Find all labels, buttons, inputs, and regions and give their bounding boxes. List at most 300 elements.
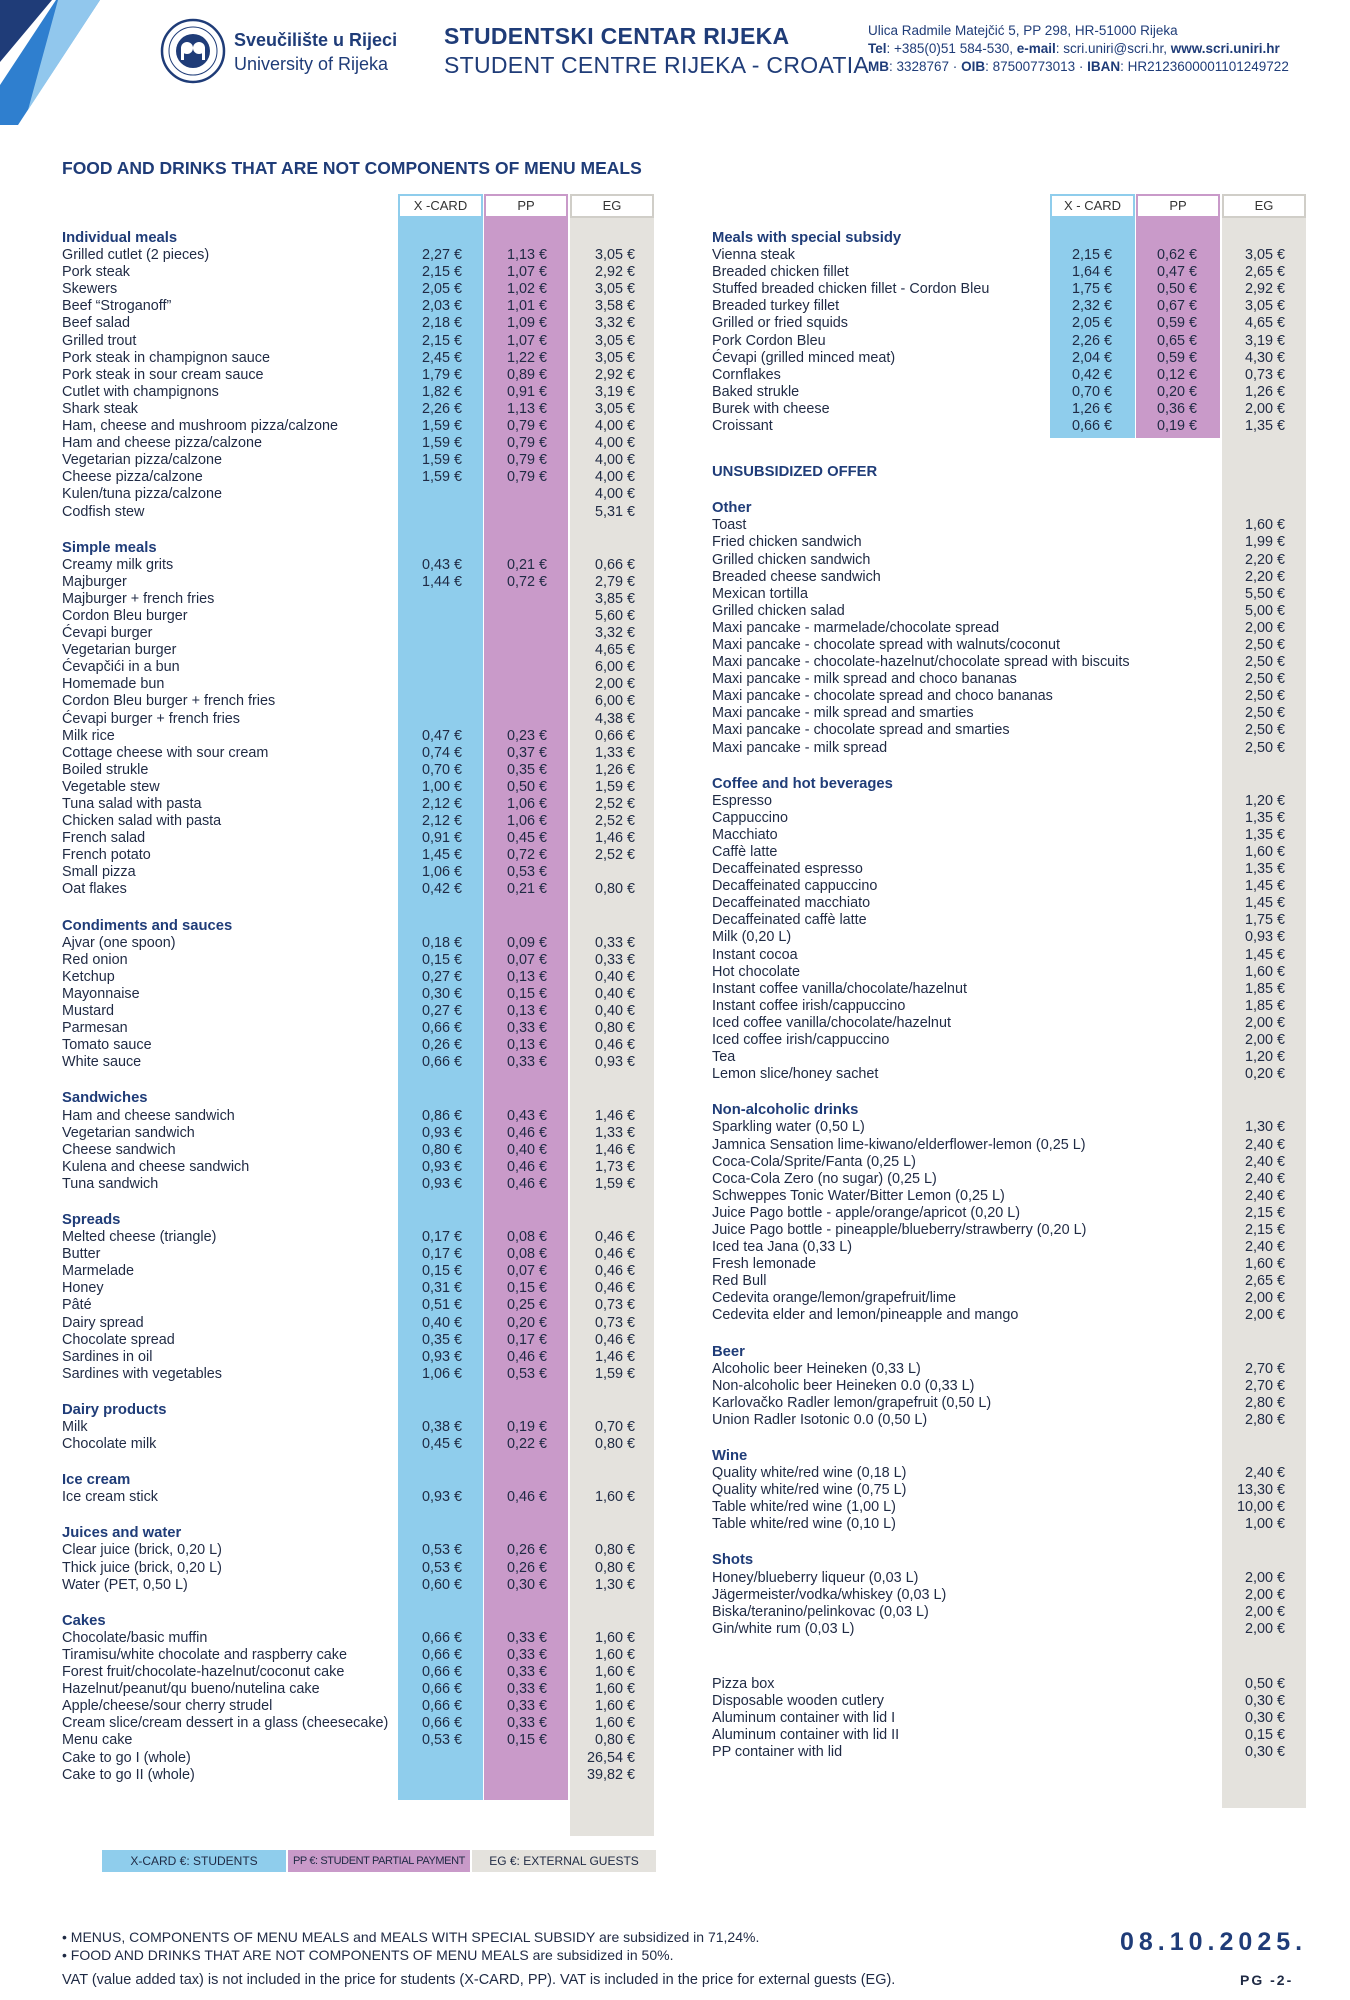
xcard-price: 2,45 € [421, 349, 462, 366]
eg-price: 0,70 € [594, 1419, 635, 1435]
university-name-en: University of Rijeka [234, 54, 389, 74]
pp-price: 0,59 € [1156, 349, 1197, 366]
item-name: Iced coffee vanilla/chocolate/hazelnut [712, 1014, 951, 1031]
price-row [712, 1693, 1302, 1710]
eg-price: 0,46 € [594, 1037, 635, 1054]
xcard-price: 1,75 € [1071, 281, 1112, 298]
xcard-price: 0,17 € [421, 1229, 462, 1246]
pp-price: 1,07 € [506, 332, 547, 349]
price-row [712, 1222, 1302, 1239]
eg-price: 3,05 € [594, 281, 635, 298]
eg-price: 4,00 € [594, 469, 635, 486]
price-row [712, 844, 1302, 861]
oib: : 87500773013 · [985, 59, 1088, 74]
item-name: Iced coffee irish/cappuccino [712, 1032, 890, 1049]
price-row [712, 1273, 1302, 1290]
pp-price: 0,46 € [506, 1348, 547, 1365]
price-row [62, 1732, 652, 1749]
section-gap [712, 481, 1302, 500]
legend-eg: EG €: EXTERNAL GUESTS [472, 1850, 656, 1872]
xcard-price: 0,26 € [421, 1037, 462, 1054]
eg-price: 2,92 € [594, 264, 635, 281]
eg-price: 1,45 € [1244, 895, 1285, 912]
section-gap [712, 1083, 1302, 1102]
item-name: Hot chocolate [712, 963, 800, 980]
item-name: Milk (0,20 L) [712, 929, 792, 946]
pp-price: 0,30 € [506, 1576, 547, 1593]
xcard-price: 0,66 € [421, 1681, 462, 1698]
pp-price: 0,33 € [506, 1054, 547, 1071]
item-name: Pork steak [62, 264, 130, 281]
section-gap [712, 1638, 1302, 1657]
xcard-price: 2,04 € [1071, 349, 1112, 366]
item-name: Cordon Bleu burger + french fries [62, 693, 276, 710]
eg-price: 1,59 € [594, 778, 635, 795]
price-row [62, 1681, 652, 1698]
subsidy-notes [62, 1928, 759, 1964]
item-name: Vegetable stew [62, 778, 160, 795]
price-row [712, 878, 1302, 895]
item-name: Kulen/tuna pizza/calzone [62, 486, 223, 503]
price-row [62, 1315, 652, 1332]
left-eg-header: EG [570, 194, 654, 218]
pp-price: 1,02 € [506, 281, 547, 298]
price-row [712, 281, 1302, 298]
item-name: Vegetarian burger [62, 642, 177, 659]
price-row [62, 745, 652, 762]
price-row [62, 264, 652, 281]
centre-title-hr: STUDENTSKI CENTAR RIJEKA [444, 23, 790, 49]
pp-price: 0,20 € [1156, 383, 1197, 400]
item-name: Gin/white rum (0,03 L) [712, 1620, 855, 1637]
xcard-price: 2,05 € [421, 281, 462, 298]
price-row [712, 1119, 1302, 1136]
price-row [712, 981, 1302, 998]
item-name: Lemon slice/honey sachet [712, 1066, 879, 1083]
eg-price: 1,35 € [1244, 861, 1285, 878]
xcard-price: 0,66 € [421, 1715, 462, 1732]
item-name: Toast [712, 517, 747, 534]
item-name: White sauce [62, 1054, 142, 1071]
eg-price: 0,66 € [594, 556, 635, 573]
item-name: Fried chicken sandwich [712, 534, 862, 551]
price-row [712, 1676, 1302, 1693]
eg-price: 1,60 € [594, 1629, 635, 1646]
item-name: Macchiato [712, 826, 778, 843]
eg-price: 0,30 € [1244, 1710, 1285, 1727]
xcard-price: 0,42 € [1071, 366, 1112, 383]
pp-price: 0,12 € [1156, 366, 1197, 383]
price-row [62, 504, 652, 521]
category-title: Other [712, 500, 752, 517]
email-label: e-mail [1016, 41, 1056, 56]
price-row [712, 1256, 1302, 1273]
category-title: Dairy products [62, 1401, 167, 1418]
price-row [62, 1698, 652, 1715]
section-gap [712, 435, 1302, 454]
pp-price: 0,65 € [1156, 332, 1197, 349]
eg-price: 1,85 € [1244, 980, 1285, 997]
eg-price: 4,00 € [594, 452, 635, 469]
website[interactable]: www.scri.uniri.hr [1170, 41, 1280, 56]
item-name: Cappuccino [712, 809, 789, 826]
price-row [712, 1710, 1302, 1727]
pp-price: 0,79 € [506, 469, 547, 486]
document-date: 08.10.2025. [1120, 1928, 1308, 1956]
pp-price: 1,09 € [506, 315, 547, 332]
price-row [712, 1049, 1302, 1066]
xcard-price: 1,82 € [421, 383, 462, 400]
price-row [712, 315, 1302, 332]
xcard-price: 0,35 € [421, 1331, 462, 1348]
eg-price: 2,40 € [1244, 1170, 1285, 1187]
price-row [62, 935, 652, 952]
pp-price: 0,91 € [506, 383, 547, 400]
pp-price: 0,37 € [506, 744, 547, 761]
eg-price: 2,52 € [594, 813, 635, 830]
xcard-price: 0,53 € [421, 1542, 462, 1559]
price-row [62, 779, 652, 796]
price-row [62, 847, 652, 864]
price-row [62, 1750, 652, 1767]
eg-price: 1,30 € [1244, 1119, 1285, 1136]
registry-line [868, 58, 1289, 76]
eg-price: 2,50 € [1244, 654, 1285, 671]
eg-price: 2,40 € [1244, 1239, 1285, 1256]
price-row [62, 608, 652, 625]
price-row [712, 637, 1302, 654]
item-name: Menu cake [62, 1732, 133, 1749]
price-row [712, 298, 1302, 315]
pp-price: 0,19 € [506, 1419, 547, 1435]
xcard-price: 0,93 € [421, 1175, 462, 1192]
price-row [712, 1516, 1302, 1533]
price-row [712, 384, 1302, 401]
price-row [62, 659, 652, 676]
price-row [62, 952, 652, 969]
price-row [712, 912, 1302, 929]
price-row [712, 929, 1302, 946]
item-name: PP container with lid [712, 1744, 843, 1761]
eg-price: 2,00 € [594, 676, 635, 693]
price-row [712, 1137, 1302, 1154]
price-row [62, 1003, 652, 1020]
centre-title-en: STUDENT CENTRE RIJEKA - CROATIA [444, 52, 870, 78]
price-row [712, 895, 1302, 912]
xcard-price: 1,45 € [421, 847, 462, 864]
xcard-price: 0,86 € [421, 1107, 462, 1124]
xcard-price: 1,59 € [421, 435, 462, 452]
pp-price: 0,15 € [506, 1280, 547, 1297]
item-name: Mustard [62, 1003, 114, 1020]
price-row [712, 827, 1302, 844]
xcard-price: 2,26 € [421, 400, 462, 417]
section-gap [62, 1071, 652, 1090]
eg-price: 3,05 € [594, 247, 635, 264]
pp-price: 0,46 € [506, 1158, 547, 1175]
xcard-price: 2,03 € [421, 298, 462, 315]
price-row [62, 315, 652, 332]
eg-price: 2,52 € [594, 847, 635, 864]
price-row [712, 603, 1302, 620]
eg-price: 4,30 € [1244, 349, 1285, 366]
eg-price: 0,80 € [594, 881, 635, 898]
pp-price: 0,79 € [506, 418, 547, 435]
item-name: Instant cocoa [712, 946, 798, 963]
eg-price: 4,38 € [594, 710, 635, 727]
pp-price: 0,26 € [506, 1559, 547, 1576]
eg-price: 3,05 € [594, 400, 635, 417]
eg-price: 2,00 € [1244, 1620, 1285, 1637]
xcard-price: 2,27 € [421, 247, 462, 264]
pp-price: 0,79 € [506, 435, 547, 452]
right-pp-header: PP [1136, 194, 1220, 218]
price-row [62, 591, 652, 608]
oib-label: OIB [961, 59, 986, 74]
item-name: Table white/red wine (1,00 L) [712, 1499, 896, 1516]
eg-price: 2,00 € [1244, 619, 1285, 636]
category-title: Shots [712, 1552, 754, 1569]
pp-price: 0,45 € [506, 830, 547, 847]
price-row [62, 1419, 652, 1436]
price-row [712, 1290, 1302, 1307]
xcard-price: 2,18 € [421, 315, 462, 332]
price-row [712, 1621, 1302, 1638]
section-gap [712, 757, 1302, 776]
pp-price: 0,62 € [1156, 247, 1197, 264]
pp-price: 0,72 € [506, 847, 547, 864]
item-name: Tiramisu/white chocolate and raspberry cake [62, 1646, 348, 1663]
price-row [712, 1412, 1302, 1429]
price-row [62, 1280, 652, 1297]
item-name: Aluminum container with lid I [712, 1710, 896, 1727]
item-name: Red Bull [712, 1273, 767, 1290]
xcard-price: 0,93 € [421, 1158, 462, 1175]
item-name: Maxi pancake - milk spread and smarties [712, 705, 974, 722]
price-row [712, 998, 1302, 1015]
eg-price: 0,40 € [594, 968, 635, 985]
item-name: Ćevapčići in a bun [62, 659, 180, 676]
eg-price: 2,50 € [1244, 671, 1285, 688]
item-name: Tea [712, 1049, 736, 1066]
eg-price: 1,35 € [1244, 826, 1285, 843]
section-gap [62, 1383, 652, 1402]
contact-info [868, 22, 1289, 76]
price-row [712, 671, 1302, 688]
price-row [62, 1108, 652, 1125]
eg-price: 6,00 € [594, 693, 635, 710]
section-gap [712, 1325, 1302, 1344]
category-title: Condiments and sauces [62, 917, 233, 934]
item-name: Disposable wooden cutlery [712, 1693, 884, 1710]
item-name: Schweppes Tonic Water/Bitter Lemon (0,25 L) [712, 1187, 1005, 1204]
price-row [712, 333, 1302, 350]
pp-price: 0,33 € [506, 1698, 547, 1715]
pp-price: 0,21 € [506, 556, 547, 573]
item-name: Juice Pago bottle - apple/orange/apricot (0,20 L) [712, 1204, 1020, 1221]
eg-price: 2,52 € [594, 796, 635, 812]
price-row [712, 586, 1302, 603]
pp-price: 0,36 € [1156, 400, 1197, 417]
item-name: Majburger [62, 573, 127, 590]
eg-price: 3,19 € [594, 383, 635, 400]
eg-price: 2,50 € [1244, 722, 1285, 739]
price-row [62, 728, 652, 745]
eg-price: 0,80 € [594, 1559, 635, 1576]
eg-price: 1,99 € [1244, 534, 1285, 551]
item-name: Red onion [62, 951, 128, 968]
xcard-price: 0,66 € [421, 1020, 462, 1037]
eg-price: 1,30 € [594, 1576, 635, 1593]
price-row [62, 796, 652, 813]
item-name: Cordon Bleu burger [62, 607, 188, 624]
eg-price: 1,60 € [594, 1715, 635, 1732]
price-row [712, 1499, 1302, 1516]
item-name: Cake to go I (whole) [62, 1749, 191, 1766]
price-row [712, 1744, 1302, 1761]
eg-price: 0,80 € [594, 1020, 635, 1037]
pp-price: 0,43 € [506, 1107, 547, 1124]
price-row [62, 1054, 652, 1071]
item-name: Maxi pancake - milk spread [712, 739, 888, 756]
item-name: Ice cream stick [62, 1489, 158, 1506]
university-name [234, 28, 397, 76]
eg-price: 0,93 € [594, 1054, 635, 1071]
item-name: Ćevapi (grilled minced meat) [712, 349, 896, 366]
eg-price: 2,50 € [1244, 705, 1285, 722]
eg-price: 1,45 € [1244, 946, 1285, 963]
item-name: Maxi pancake - chocolate-hazelnut/chocolate spread with biscuits [712, 654, 1130, 671]
pp-price: 0,67 € [1156, 298, 1197, 315]
pp-price: 0,21 € [506, 881, 547, 898]
item-name: Instant coffee irish/cappuccino [712, 997, 906, 1014]
item-name: Karlovačko Radler lemon/grapefruit (0,50 L) [712, 1394, 992, 1411]
item-name: Coca-Cola Zero (no sugar) (0,25 L) [712, 1170, 937, 1187]
tel-label: Tel [868, 41, 887, 56]
eg-price: 4,65 € [594, 642, 635, 659]
pp-price: 1,06 € [506, 796, 547, 812]
price-row [712, 264, 1302, 281]
item-name: Cake to go II (whole) [62, 1766, 195, 1783]
eg-price: 1,33 € [594, 744, 635, 761]
xcard-price: 1,64 € [1071, 264, 1112, 281]
eg-price: 3,58 € [594, 298, 635, 315]
price-row [62, 969, 652, 986]
item-name: Alcoholic beer Heineken (0,33 L) [712, 1360, 921, 1377]
price-row [62, 557, 652, 574]
item-name: Grilled cutlet (2 pieces) [62, 247, 210, 264]
xcard-price: 0,30 € [421, 985, 462, 1002]
eg-price: 3,05 € [594, 349, 635, 366]
item-name: Parmesan [62, 1020, 128, 1037]
pp-price: 0,89 € [506, 366, 547, 383]
item-name: Quality white/red wine (0,75 L) [712, 1482, 907, 1499]
price-row [712, 810, 1302, 827]
section-gap [62, 1193, 652, 1212]
price-row [62, 1577, 652, 1594]
price-row [712, 1395, 1302, 1412]
item-name: Aluminum container with lid II [712, 1727, 900, 1744]
eg-price: 2,92 € [1244, 281, 1285, 298]
pp-price: 0,46 € [506, 1175, 547, 1192]
price-row [62, 401, 652, 418]
pp-price: 0,53 € [506, 1365, 547, 1382]
pp-price: 0,23 € [506, 727, 547, 744]
price-row [62, 333, 652, 350]
pp-price: 0,15 € [506, 985, 547, 1002]
pp-price: 0,33 € [506, 1664, 547, 1681]
price-row [712, 1205, 1302, 1222]
item-name: Ham and cheese pizza/calzone [62, 435, 262, 452]
item-name: Sardines with vegetables [62, 1365, 222, 1382]
pp-price: 0,33 € [506, 1646, 547, 1663]
price-row [712, 418, 1302, 435]
eg-price: 2,70 € [1244, 1377, 1285, 1394]
price-row [62, 367, 652, 384]
item-name: Quality white/red wine (0,18 L) [712, 1465, 907, 1482]
category-title: Cakes [62, 1612, 106, 1629]
xcard-price: 0,31 € [421, 1280, 462, 1297]
section-gap [712, 454, 1302, 464]
item-name: Ajvar (one spoon) [62, 934, 176, 951]
item-name: Chocolate/basic muffin [62, 1629, 208, 1646]
eg-price: 0,46 € [594, 1280, 635, 1297]
price-row [62, 452, 652, 469]
price-row [712, 1587, 1302, 1604]
price-row [62, 830, 652, 847]
item-name: Melted cheese (triangle) [62, 1229, 217, 1246]
eg-price: 0,15 € [1244, 1727, 1285, 1744]
eg-price: 2,40 € [1244, 1136, 1285, 1153]
xcard-price: 0,47 € [421, 727, 462, 744]
eg-price: 2,40 € [1244, 1465, 1285, 1482]
category-title: Individual meals [62, 230, 178, 246]
left-pp-header: PP [484, 194, 568, 218]
xcard-price: 0,66 € [421, 1698, 462, 1715]
item-name: Ham and cheese sandwich [62, 1107, 235, 1124]
item-name: Kulena and cheese sandwich [62, 1158, 250, 1175]
xcard-price: 0,17 € [421, 1246, 462, 1263]
item-name: Pork Cordon Bleu [712, 332, 826, 349]
section-gap [62, 1453, 652, 1472]
pp-price: 0,09 € [506, 934, 547, 951]
xcard-price: 1,06 € [421, 864, 462, 881]
email[interactable]: : scri.uniri@scri.hr, [1055, 41, 1171, 56]
xcard-price: 1,44 € [421, 573, 462, 590]
price-row [712, 1154, 1302, 1171]
eg-price: 1,26 € [594, 761, 635, 778]
eg-price: 2,40 € [1244, 1187, 1285, 1204]
item-name: French potato [62, 847, 151, 864]
price-row [712, 1032, 1302, 1049]
xcard-price: 1,59 € [421, 418, 462, 435]
item-name: Beef “Stroganoff” [62, 298, 172, 315]
price-row [62, 1436, 652, 1453]
price-row [62, 1246, 652, 1263]
xcard-price: 1,79 € [421, 366, 462, 383]
price-row [712, 1015, 1302, 1032]
pp-price: 0,46 € [506, 1124, 547, 1141]
subsidy-note-2: • FOOD AND DRINKS THAT ARE NOT COMPONENTS OF MENU MEALS are subsidized in 50%. [62, 1947, 674, 1963]
eg-price: 1,60 € [594, 1698, 635, 1715]
price-row [62, 1664, 652, 1681]
eg-price: 1,75 € [1244, 912, 1285, 929]
item-name: Chicken salad with pasta [62, 813, 222, 830]
eg-price: 0,93 € [1244, 929, 1285, 946]
item-name: Clear juice (brick, 0,20 L) [62, 1542, 222, 1559]
pp-price: 0,59 € [1156, 315, 1197, 332]
subsidy-note-1: • MENUS, COMPONENTS OF MENU MEALS and MEALS WITH SPECIAL SUBSIDY are subsidized in 71,24%. [62, 1929, 760, 1945]
